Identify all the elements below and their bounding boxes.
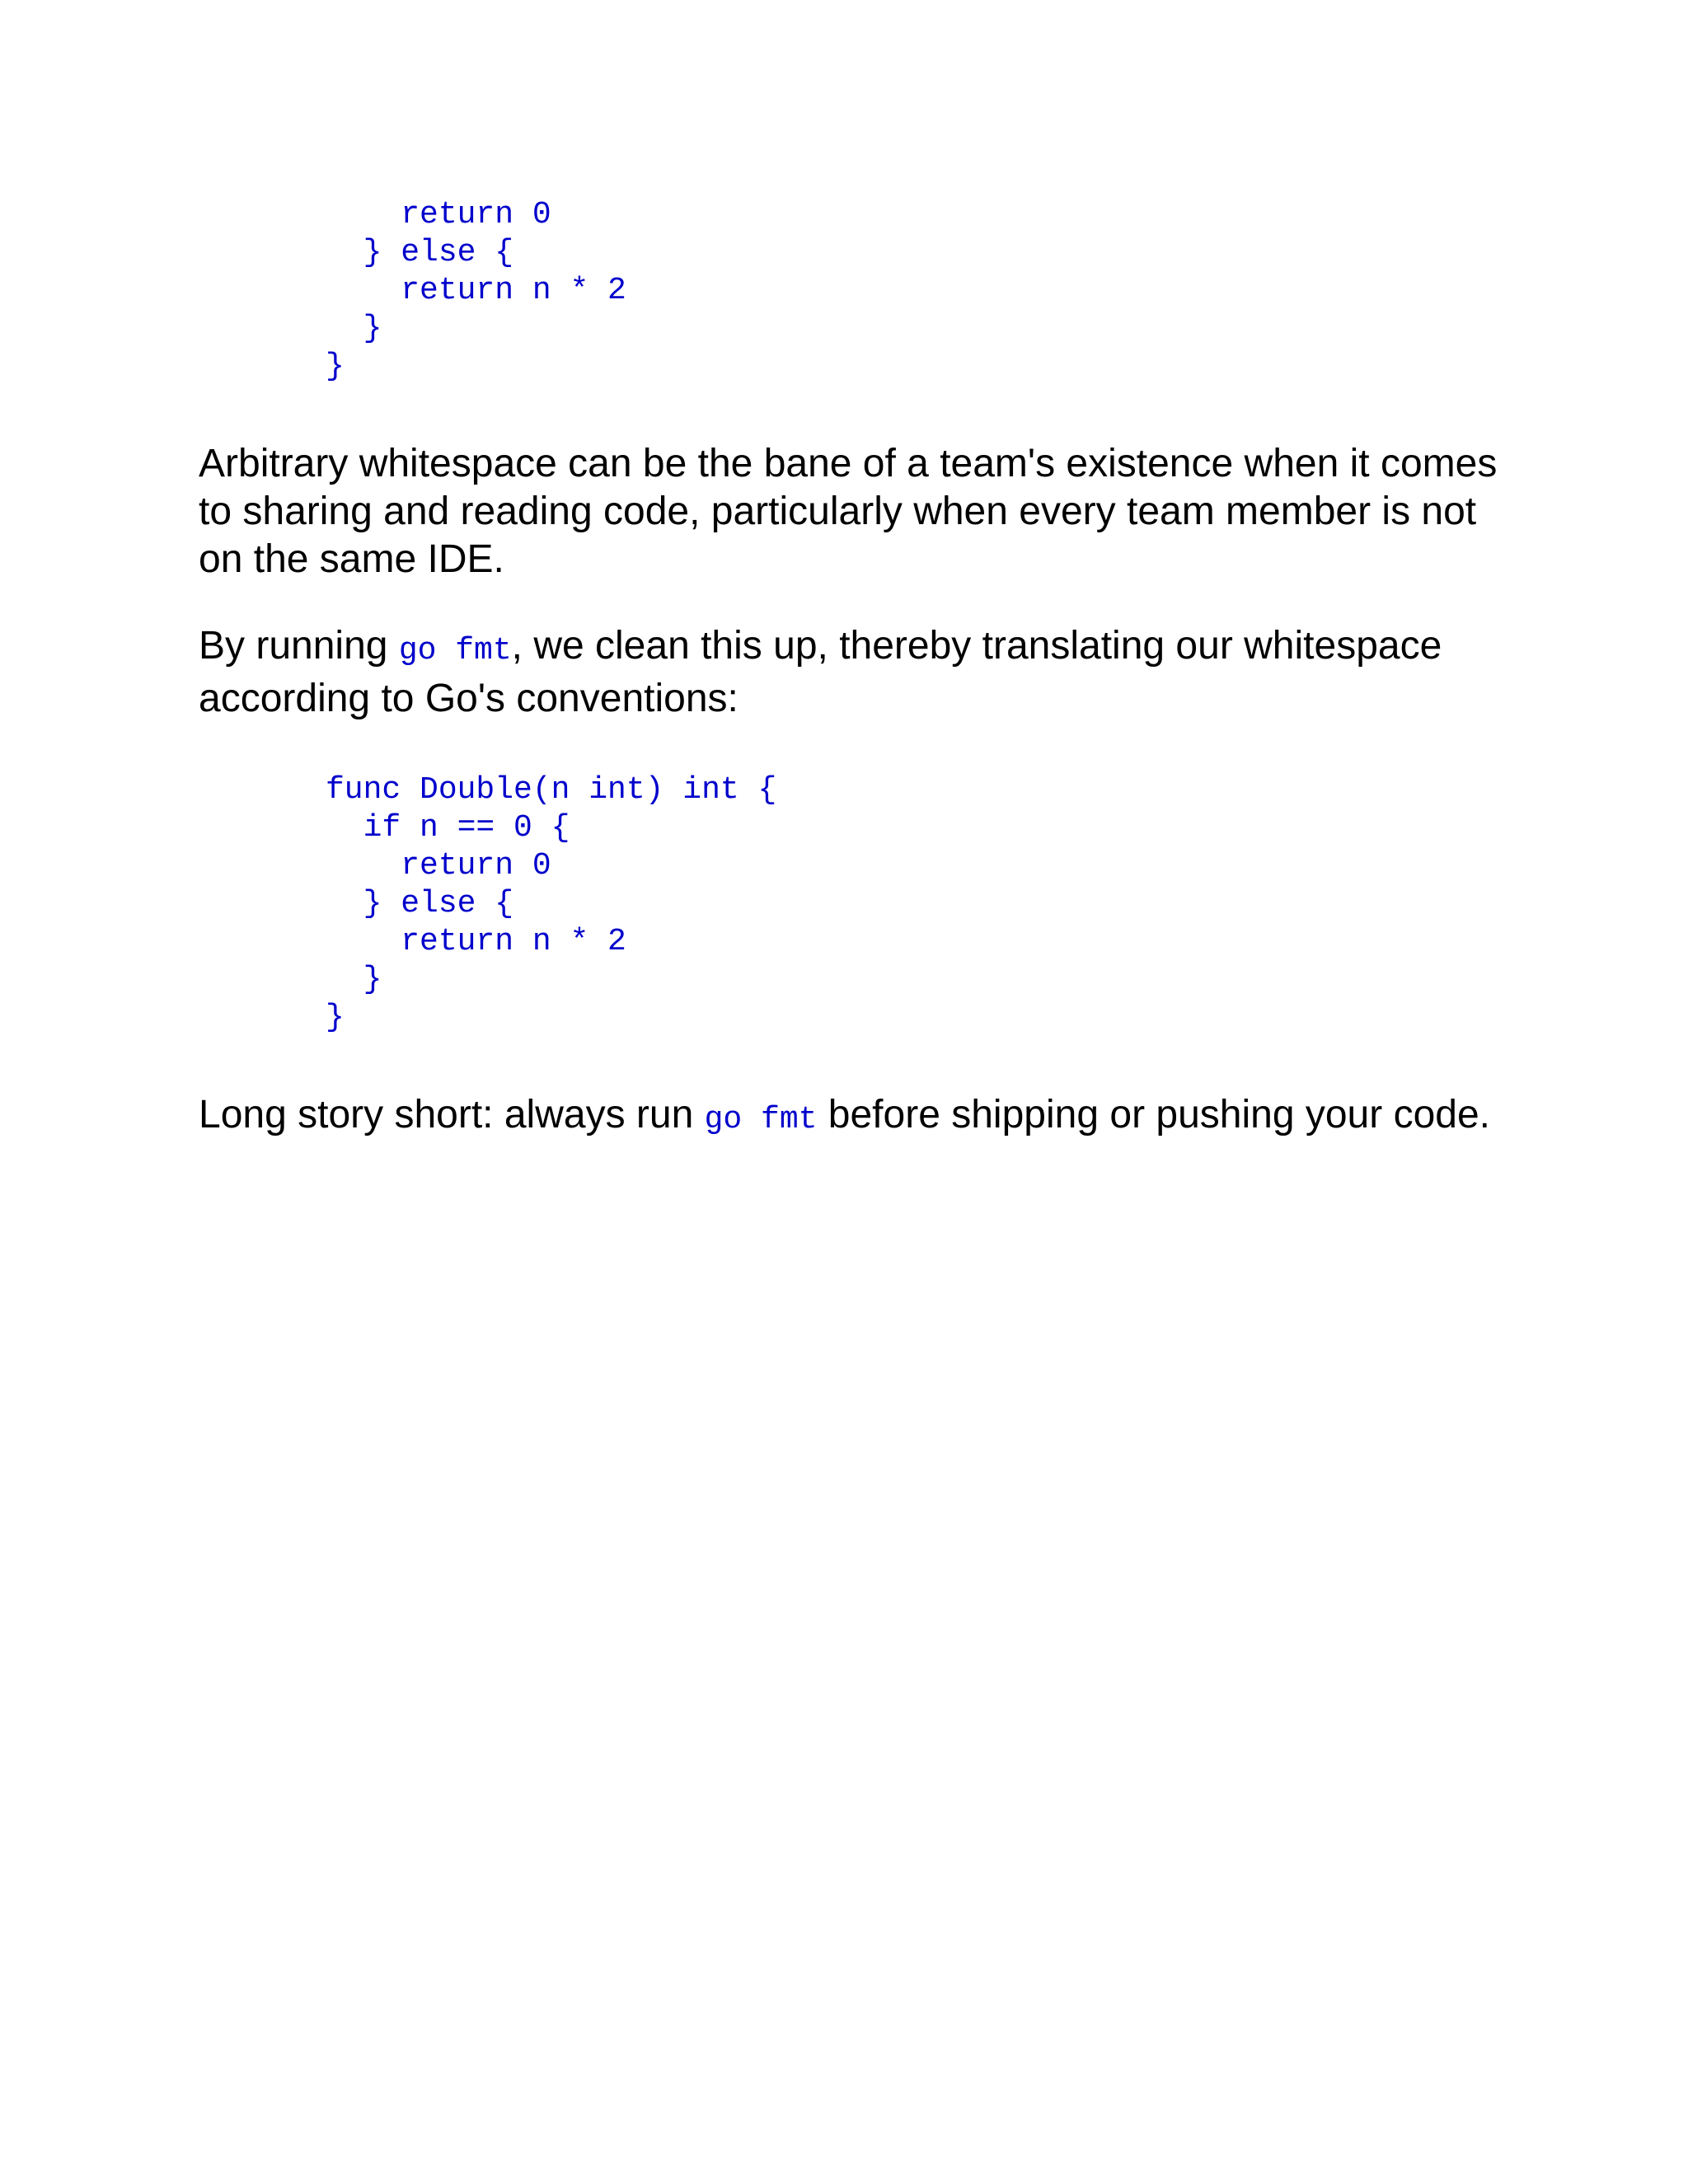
code-line: } else {	[326, 235, 514, 270]
code-line: }	[326, 1000, 345, 1035]
paragraph-summary	[199, 1091, 1501, 1144]
code-line: return n * 2	[326, 273, 626, 308]
code-block-fragment	[326, 196, 626, 386]
paragraph-text: before shipping or pushing your code.	[817, 1093, 1490, 1137]
code-block-formatted	[326, 771, 776, 1037]
paragraph-go-fmt-intro	[199, 622, 1501, 723]
code-line: func Double(n int) int {	[326, 772, 777, 808]
code-line: if n == 0 {	[326, 810, 570, 846]
inline-code-go-fmt: go fmt	[398, 633, 512, 668]
code-line: }	[326, 962, 382, 997]
code-line: }	[326, 311, 382, 346]
paragraph-text: By running	[199, 624, 399, 668]
code-line: }	[326, 349, 345, 384]
code-line: return 0	[326, 848, 551, 883]
paragraph-text: , we clean this up, thereby translating our whitespace according to Go's conventions:	[199, 624, 1442, 720]
code-line: return 0	[326, 197, 551, 232]
inline-code-go-fmt: go fmt	[704, 1102, 818, 1137]
paragraph-text: Long story short: always run	[199, 1093, 705, 1137]
code-line: } else {	[326, 886, 514, 921]
code-line: return n * 2	[326, 924, 626, 959]
paragraph-whitespace: Arbitrary whitespace can be the bane of a team's existence when it comes to sharing and reading code, particularly when every team member is not on the same IDE.	[199, 442, 1498, 581]
